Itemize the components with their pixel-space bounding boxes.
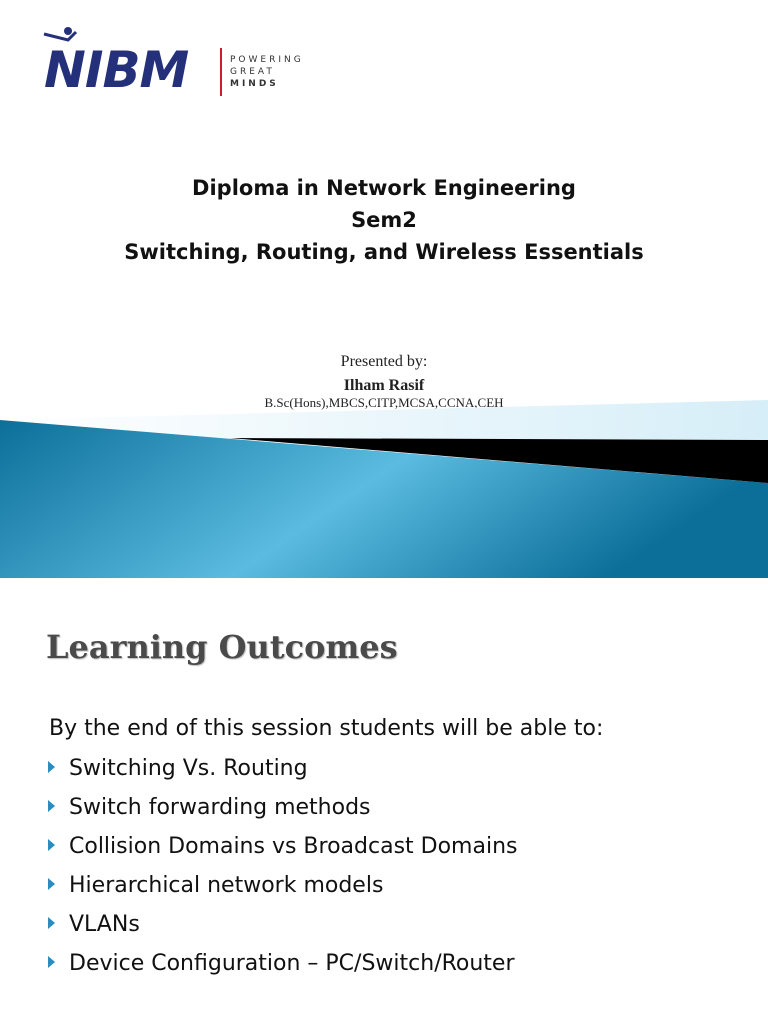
list-item-text: Switching Vs. Routing <box>69 756 308 781</box>
triangle-bullet-icon <box>48 878 55 890</box>
intro-text: By the end of this session students will be able to: <box>49 716 604 741</box>
learning-outcomes-slide <box>0 598 768 1024</box>
title-line: Switching, Routing, and Wireless Essentials <box>124 240 644 264</box>
title-line: Diploma in Network Engineering <box>192 176 576 200</box>
list-item-text: Hierarchical network models <box>69 873 384 898</box>
title-line: Sem2 <box>351 208 417 232</box>
tagline-line: MINDS <box>230 79 279 89</box>
triangle-bullet-icon <box>48 800 55 812</box>
triangle-bullet-icon <box>48 917 55 929</box>
list-item <box>48 754 517 793</box>
triangle-bullet-icon <box>48 839 55 851</box>
list-item-text: Device Configuration – PC/Switch/Router <box>69 951 515 976</box>
list-item <box>48 793 517 832</box>
list-item <box>48 871 517 910</box>
slide-heading: Learning Outcomes <box>46 628 398 666</box>
presenter-qualifications: B.Sc(Hons),MBCS,CITP,MCSA,CCNA,CEH <box>264 395 504 410</box>
tagline-line: GREAT <box>230 67 275 77</box>
list-item-text: Switch forwarding methods <box>69 795 371 820</box>
logo-brand: NIBM <box>44 41 189 99</box>
triangle-bullet-icon <box>48 761 55 773</box>
list-item <box>48 832 517 871</box>
presenter-label: Presented by: <box>340 353 428 370</box>
list-item <box>48 949 517 988</box>
list-item <box>48 910 517 949</box>
list-item-text: Collision Domains vs Broadcast Domains <box>69 834 518 859</box>
outcome-list <box>48 754 517 988</box>
presenter-name: Ilham Rasif <box>343 377 425 394</box>
tagline-line: POWERING <box>230 55 304 65</box>
list-item-text: VLANs <box>69 912 140 937</box>
triangle-bullet-icon <box>48 956 55 968</box>
